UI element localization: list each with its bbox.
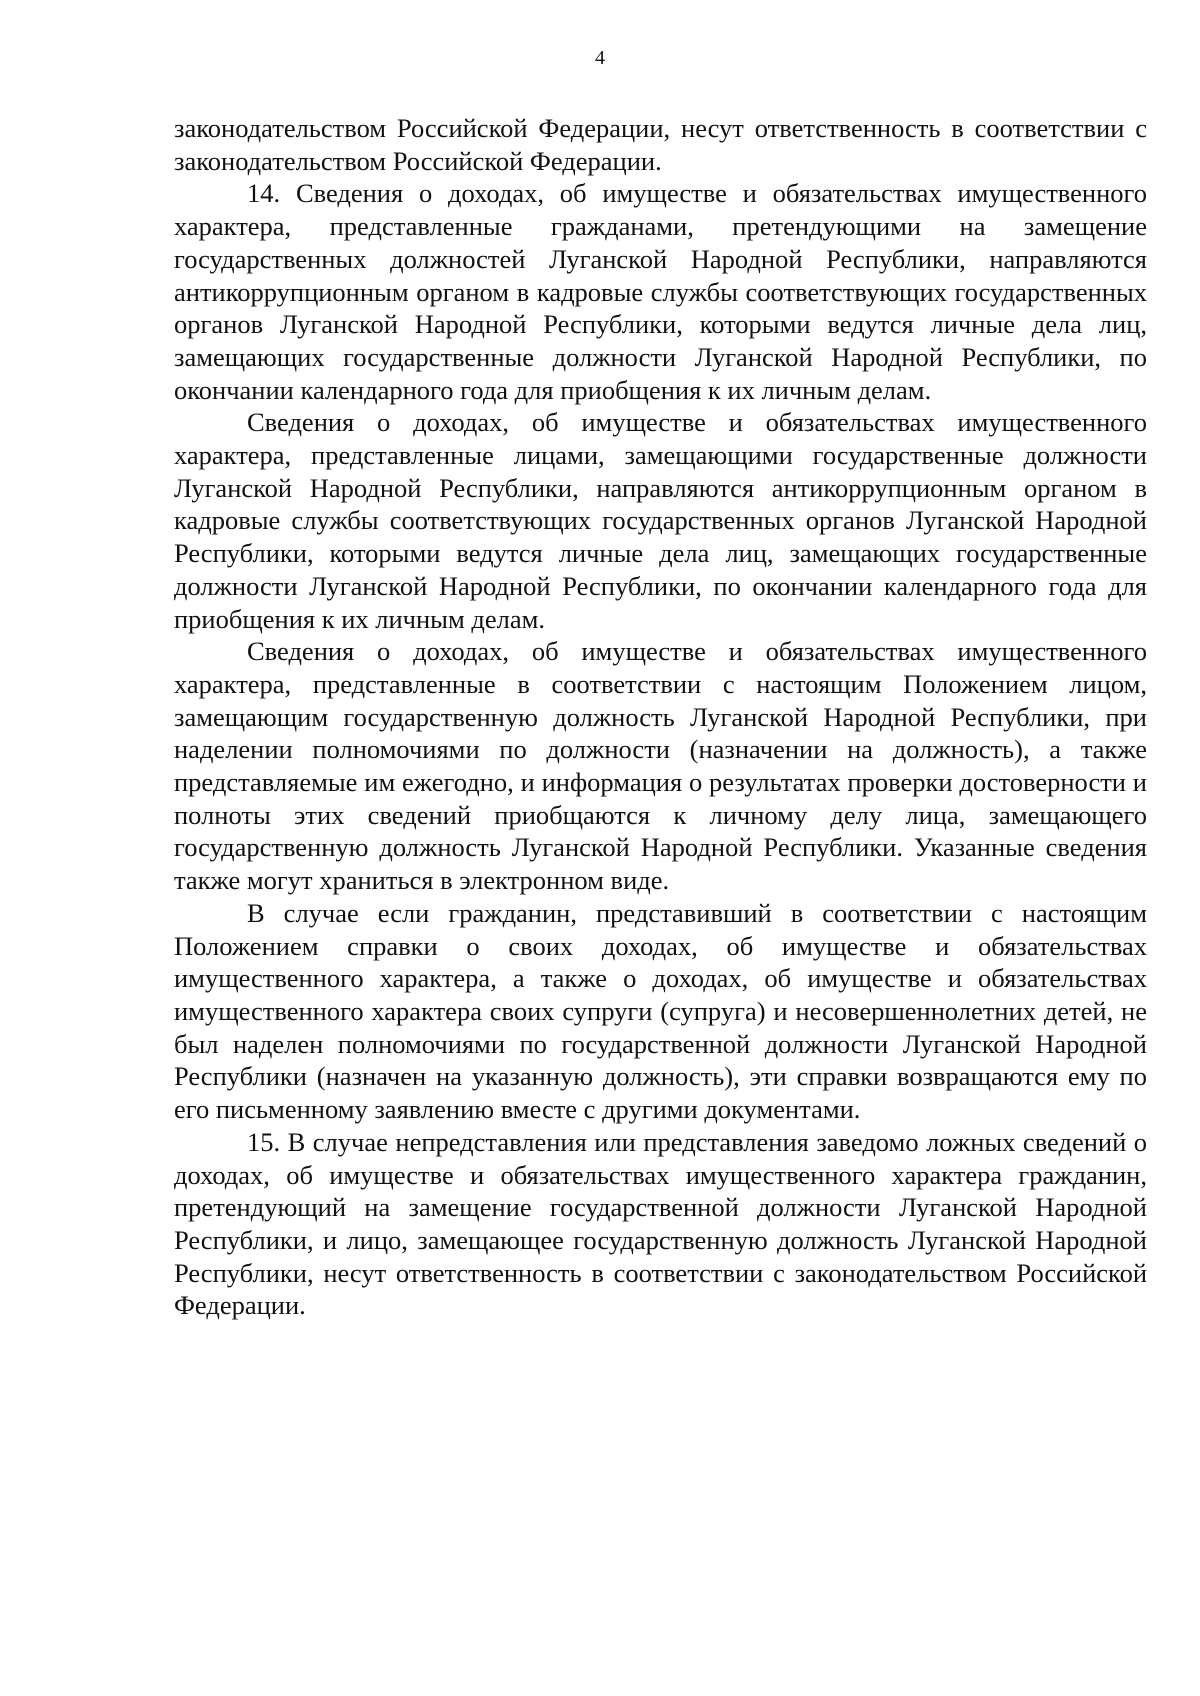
- paragraph-continuation: законодательством Российской Федерации, несут ответственность в соответствии с законодательством Российской Федерации.: [174, 113, 1147, 176]
- paragraph-personal-file: Сведения о доходах, об имуществе и обязательствах имущественного характера, представленные в соответствии с настоящим Положением лицом, замещающим государственную должность Луганской Народной Республики, при наделении полномочиями по должности (назначении на должность), а также представляемые им ежегодно, и информация о результатах проверки достоверности и полноты этих сведений приобщаются к личному делу лица, замещающего государственную должность Луганской Народной Республики. Указанные сведения также могут храниться в электронном виде.: [174, 636, 1147, 896]
- paragraph-item-14: 14. Сведения о доходах, об имуществе и обязательствах имущественного характера, представленные гражданами, претендующими на замещение государственных должностей Луганской Народной Республики, направляются антикоррупционным органом в кадровые службы соответствующих государственных органов Луганской Народной Республики, которыми ведутся личные дела лиц, замещающих государственные должности Луганской Народной Республики, по окончании календарного года для приобщения к их личным делам.: [174, 178, 1147, 405]
- paragraph-officials-declarations: Сведения о доходах, об имуществе и обязательствах имущественного характера, представленные лицами, замещающими государственные должности Луганской Народной Республики, направляются антикоррупционным органом в кадровые службы соответствующих государственных органов Луганской Народной Республики, которыми ведутся личные дела лиц, замещающих государственные должности Луганской Народной Республики, по окончании календарного года для приобщения к их личным делам.: [174, 407, 1147, 634]
- page-number: 4: [595, 47, 605, 69]
- document-body: [174, 112, 1147, 1322]
- paragraph-return-of-certificates: В случае если гражданин, представивший в соответствии с настоящим Положением справки о своих доходах, об имуществе и обязательствах имущественного характера, а также о доходах, об имуществе и обязательствах имущественного характера своих супруги (супруга) и несовершеннолетних детей, не был наделен полномочиями по государственной должности Луганской Народной Республики (назначен на указанную должность), эти справки возвращаются ему по его письменному заявлению вместе с другими документами.: [174, 897, 1147, 1125]
- paragraph-item-15: 15. В случае непредставления или представления заведомо ложных сведений о доходах, об имуществе и обязательствах имущественного характера гражданин, претендующий на замещение государственной должности Луганской Народной Республики, и лицо, замещающее государственную должность Луганской Народной Республики, несут ответственность в соответствии с законодательством Российской Федерации.: [174, 1126, 1147, 1321]
